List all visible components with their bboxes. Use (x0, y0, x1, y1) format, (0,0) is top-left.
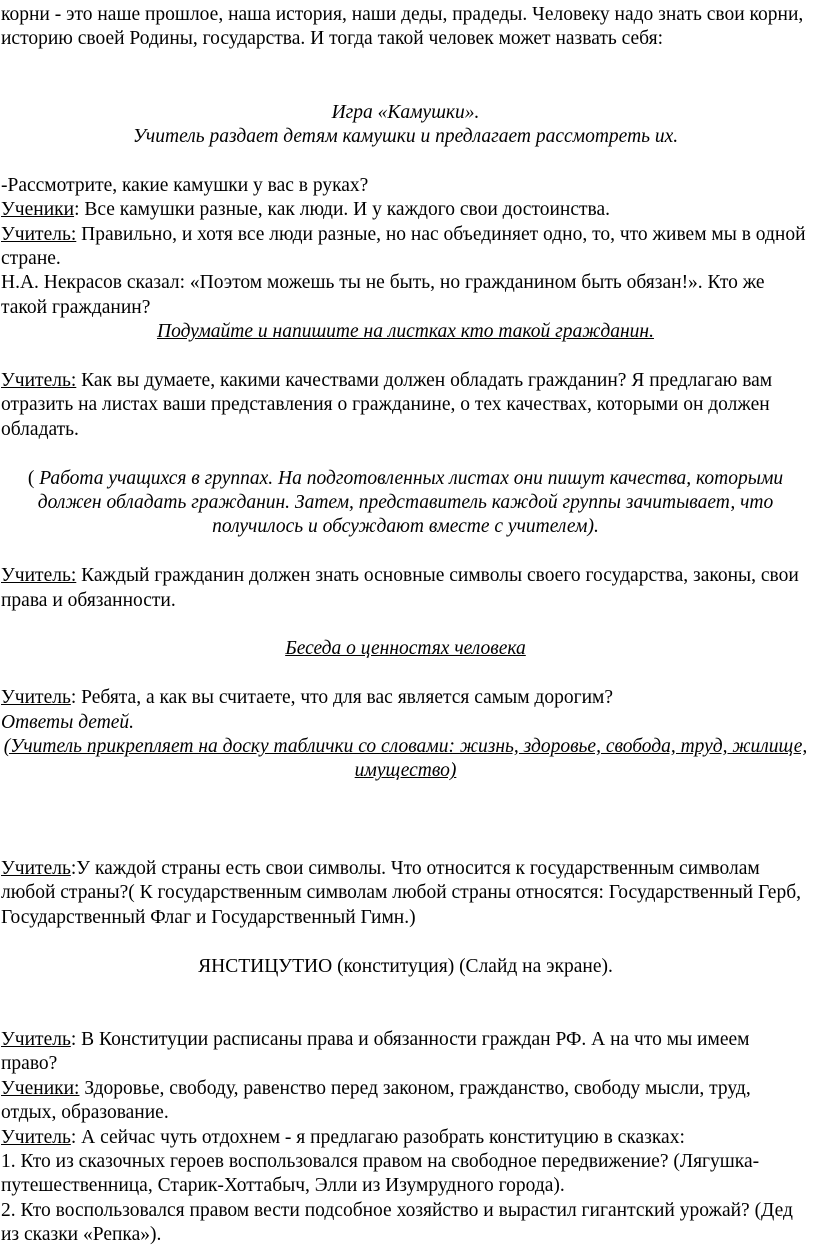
group-work-note (1, 467, 810, 540)
line-text: :У каждой страны есть свои символы. Что относится к государственным символам любой страны?( К государственным символам любой страны относятся: Государственный Герб, Государственный Флаг и Государственный Гимн.) (1, 858, 801, 928)
anagram-line: ЯНСТИЦУТИО (конституция) (Слайд на экране). (198, 955, 613, 977)
open-paren: ( (27, 467, 40, 489)
speaker-label: Учитель (1, 1126, 71, 1148)
teacher-line-1 (1, 223, 810, 272)
spacer (1, 540, 810, 564)
spacer (1, 613, 810, 637)
line-text: Как вы думаете, какими качествами должен обладать гражданин? Я предлагаю вам отразить на листах ваши представления о гражданине, о тех качествах, которыми он должен обладать. (1, 370, 773, 440)
spacer (1, 784, 810, 857)
children-answers: Ответы детей. (1, 711, 135, 733)
speaker-label: Учитель: (1, 565, 77, 587)
teacher-line-7 (1, 1126, 810, 1150)
line-text: : В Конституции расписаны права и обязанности граждан РФ. А на что мы имеем право? (1, 1028, 750, 1075)
spacer (1, 930, 810, 954)
speaker-label: Учитель (1, 687, 71, 709)
game-instruction: Учитель раздает детям камушки и предлагает рассмотреть их. (132, 126, 679, 148)
game-title: Игра «Камушки». (331, 101, 480, 123)
teacher-line-5 (1, 857, 810, 930)
spacer (1, 52, 810, 101)
group-work-text: Работа учащихся в группах. На подготовленных листах они пишут качества, которыми должен обладать гражданин. Затем, представитель каждой группы зачитывает, что получилось и обсуждают вместе с учителем). (37, 467, 784, 538)
teacher-line-2 (1, 369, 810, 442)
line-text: Правильно, и хотя все люди разные, но нас объединяет одно, то, что живем мы в одной стране. (1, 223, 806, 270)
teacher-line-6 (1, 1028, 810, 1077)
nekrasov-quote: Н.А. Некрасов сказал: «Поэтом можешь ты не быть, но гражданином быть обязан!». Кто же такой гражданин? (1, 272, 765, 318)
fairy-question-2: 2. Кто воспользовался правом вести подсобное хозяйство и вырастил гигантский урожай? (Дед из сказки «Репка»). (1, 1199, 793, 1246)
spacer (1, 979, 810, 1028)
teacher-line-3 (1, 564, 810, 613)
students-line-1 (1, 198, 810, 222)
board-words: (Учитель прикрепляет на доску таблички со словами: жизнь, здоровье, свобода, труд, жилище, имущество) (3, 736, 808, 782)
speaker-label: Учитель (1, 858, 71, 880)
spacer (1, 149, 810, 173)
intro-paragraph: корни - это наше прошлое, наша история, наши деды, прадеды. Человеку надо знать свои корни, историю своей Родины, государства. И тогда такой человек может назвать себя: (1, 4, 804, 50)
speaker-label: Ученики (1, 199, 75, 221)
question-stones: -Рассмотрите, какие камушки у вас в руках? (1, 174, 369, 196)
fairy-question-1: 1. Кто из сказочных героев воспользовался правом на свободное передвижение? (Лягушка-путешественница, Старик-Хоттабыч, Элли из Изумрудного города). (1, 1150, 760, 1197)
students-line-2 (1, 1077, 810, 1126)
teacher-line-4 (1, 686, 810, 710)
speaker-label: Учитель: (1, 223, 77, 245)
spacer (1, 442, 810, 466)
speaker-label: Ученики: (1, 1077, 80, 1099)
task-citizen: Подумайте и напишите на листках кто такой гражданин. (157, 321, 654, 343)
spacer (1, 662, 810, 686)
speaker-label: Учитель (1, 1028, 71, 1050)
line-text: : А сейчас чуть отдохнем - я предлагаю разобрать конституцию в сказках: (70, 1126, 685, 1148)
talk-title: Беседа о ценностях человека (285, 638, 526, 660)
speaker-label: Учитель: (1, 370, 77, 392)
line-text: : Все камушки разные, как люди. И у каждого свои достоинства. (74, 199, 610, 221)
line-text: Здоровье, свободу, равенство перед законом, гражданство, свободу мысли, труд, отдых, образование. (1, 1077, 751, 1124)
spacer (1, 345, 810, 369)
line-text: Каждый гражданин должен знать основные символы своего государства, законы, свои права и обязанности. (1, 565, 799, 611)
line-text: : Ребята, а как вы считаете, что для вас является самым дорогим? (70, 687, 614, 709)
